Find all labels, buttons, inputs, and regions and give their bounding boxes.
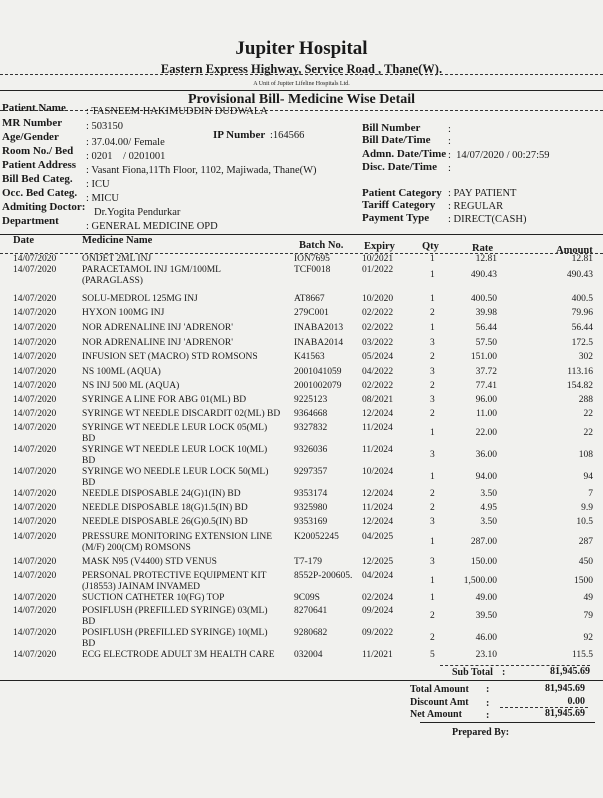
row-medicine: NEEDLE DISPOSABLE 18(G)1.5(IN) BD [82, 503, 248, 513]
row-rate: 46.00 [475, 633, 497, 643]
discharge-label: Disc. Date/Time [362, 161, 437, 173]
row-qty: 2 [430, 489, 435, 499]
row-rate: 94.00 [475, 472, 497, 482]
row-batch: 9353174 [294, 489, 328, 499]
patient-category-label: Patient Category [362, 187, 442, 199]
row-date: 14/07/2020 [13, 489, 57, 499]
row-expiry: 12/2024 [362, 489, 394, 499]
total-amount: 81,945.69 [545, 683, 585, 694]
row-medicine: NS 100ML (AQUA) [82, 367, 161, 377]
row-date: 14/07/2020 [13, 467, 57, 477]
bill-number: : [448, 124, 451, 135]
row-qty: 1 [430, 270, 435, 280]
col-date: Date [13, 235, 34, 246]
row-expiry: 08/2021 [362, 395, 394, 405]
row-rate: 11.00 [475, 409, 497, 419]
row-medicine: NEEDLE DISPOSABLE 26(G)0.5(IN) BD [82, 517, 248, 527]
row-expiry: 10/2020 [362, 294, 394, 304]
row-amount: 108 [578, 450, 593, 460]
row-medicine-line2: BD [82, 617, 96, 627]
occ-bed: : MICU [86, 193, 119, 204]
row-medicine-line2: (PARAGLASS) [82, 276, 143, 286]
row-expiry: 09/2022 [362, 628, 394, 638]
row-qty: 1 [430, 323, 435, 333]
row-amount: 92 [583, 633, 593, 643]
ip-number: :164566 [270, 130, 305, 141]
age-label: Age/Gender [2, 131, 59, 143]
row-amount: 9.9 [581, 503, 593, 513]
row-expiry: 12/2024 [362, 409, 394, 419]
row-date: 14/07/2020 [13, 338, 57, 348]
col-medicine: Medicine Name [82, 235, 153, 246]
row-batch: 9297357 [294, 467, 328, 477]
row-date: 14/07/2020 [13, 571, 57, 581]
row-medicine: HYXON 100MG INJ [82, 308, 165, 318]
row-expiry: 02/2024 [362, 593, 394, 603]
row-expiry: 04/2022 [362, 367, 394, 377]
row-batch: 8552P-200605. [294, 571, 353, 581]
row-qty: 2 [430, 503, 435, 513]
address-label: Patient Address [2, 159, 77, 171]
row-qty: 3 [430, 557, 435, 567]
row-qty: 3 [430, 395, 435, 405]
row-qty: 2 [430, 381, 435, 391]
row-batch: INABA2014 [294, 338, 344, 348]
row-amount: 400.5 [571, 294, 593, 304]
row-medicine: ECG ELECTRODE ADULT 3M HEALTH CARE [82, 650, 275, 660]
row-qty: 1 [430, 472, 435, 482]
patient-category: : PAY PATIENT [448, 188, 517, 199]
doctor-name: Dr.Yogita Pendurkar [94, 207, 181, 218]
discount-amount: 0.00 [567, 696, 585, 707]
row-qty: 2 [430, 409, 435, 419]
subtotal-label: Sub Total [452, 667, 493, 678]
divider [0, 74, 603, 75]
row-expiry: 11/2021 [362, 650, 393, 660]
subtotal-value: 81,945.69 [550, 666, 590, 677]
row-medicine: PERSONAL PROTECTIVE EQUIPMENT KIT [82, 571, 267, 581]
row-qty: 1 [430, 537, 435, 547]
row-rate: 39.50 [475, 611, 497, 621]
admission-date: : 14/07/2020 / 00:27:59 [448, 150, 550, 161]
row-date: 14/07/2020 [13, 265, 57, 275]
row-batch: T7-179 [294, 557, 322, 567]
row-medicine: INFUSION SET (MACRO) STD ROMSONS [82, 352, 258, 362]
row-date: 14/07/2020 [13, 517, 57, 527]
row-date: 14/07/2020 [13, 532, 57, 542]
row-qty: 2 [430, 308, 435, 318]
row-medicine: POSIFLUSH (PREFILLED SYRINGE) 10(ML) [82, 628, 268, 638]
row-expiry: 04/2025 [362, 532, 394, 542]
row-expiry: 01/2022 [362, 265, 394, 275]
row-batch: INABA2013 [294, 323, 344, 333]
row-date: 14/07/2020 [13, 557, 57, 567]
row-amount: 12.81 [571, 254, 593, 264]
row-qty: 1 [430, 593, 435, 603]
payment-type: : DIRECT(CASH) [448, 214, 527, 225]
row-medicine: PARACETAMOL INJ 1GM/100ML [82, 265, 221, 275]
row-batch: 032004 [294, 650, 323, 660]
occ-bed-label: Occ. Bed Categ. [2, 187, 78, 199]
row-date: 14/07/2020 [13, 503, 57, 513]
row-expiry: 05/2024 [362, 352, 394, 362]
row-amount: 288 [578, 395, 593, 405]
row-rate: 96.00 [475, 395, 497, 405]
row-rate: 57.50 [475, 338, 497, 348]
row-amount: 49 [583, 593, 593, 603]
room-bed: : 0201 / 0201001 [86, 151, 166, 162]
row-rate: 1,500.00 [463, 576, 497, 586]
net-amount-label: Net Amount [410, 709, 462, 720]
row-rate: 12.81 [475, 254, 497, 264]
row-date: 14/07/2020 [13, 409, 57, 419]
row-rate: 77.41 [475, 381, 497, 391]
tariff-label: Tariff Category [362, 199, 436, 211]
payment-label: Payment Type [362, 212, 430, 224]
row-medicine: POSIFLUSH (PREFILLED SYRINGE) 03(ML) [82, 606, 268, 616]
col-amount: Amount [556, 245, 593, 256]
col-expiry: Expiry [364, 241, 395, 252]
row-amount: 7 [588, 489, 593, 499]
row-batch: 9326036 [294, 445, 328, 455]
row-amount: 22 [583, 409, 593, 419]
row-amount: 1500 [574, 576, 593, 586]
row-rate: 151.00 [470, 352, 497, 362]
row-qty: 1 [430, 576, 435, 586]
room-label: Room No./ Bed [2, 145, 74, 157]
row-batch: K20052245 [294, 532, 339, 542]
admission-label: Admn. Date/Time [362, 148, 447, 160]
row-batch: 9225123 [294, 395, 328, 405]
net-amount-sep: : [486, 710, 490, 721]
row-amount: 56.44 [571, 323, 593, 333]
row-expiry: 12/2024 [362, 517, 394, 527]
row-amount: 172.5 [571, 338, 593, 348]
row-batch: 9280682 [294, 628, 328, 638]
row-medicine: NOR ADRENALINE INJ 'ADRENOR' [82, 338, 233, 348]
row-medicine: SYRINGE WO NEEDLE LEUR LOCK 50(ML) [82, 467, 269, 477]
row-amount: 10.5 [576, 517, 593, 527]
row-medicine: MASK N95 (V4400) STD VENUS [82, 557, 217, 567]
row-amount: 79 [583, 611, 593, 621]
mr-label: MR Number [2, 117, 63, 129]
hospital-name: Jupiter Hospital [235, 38, 368, 59]
row-qty: 3 [430, 450, 435, 460]
row-rate: 56.44 [475, 323, 497, 333]
row-expiry: 09/2024 [362, 606, 394, 616]
row-rate: 3.50 [480, 517, 497, 527]
row-expiry: 02/2022 [362, 308, 394, 318]
row-batch: 9364668 [294, 409, 328, 419]
col-qty: Qty [422, 241, 439, 252]
row-rate: 4.95 [480, 503, 497, 513]
row-batch: 9327832 [294, 423, 328, 433]
discount-sep: : [486, 698, 490, 709]
doctor-label: Admiting Doctor: [2, 201, 86, 213]
row-amount: 287 [578, 537, 593, 547]
row-qty: 3 [430, 338, 435, 348]
row-rate: 400.50 [470, 294, 497, 304]
tariff-category: : REGULAR [448, 201, 504, 212]
total-amount-label: Total Amount [410, 684, 469, 695]
row-amount: 115.5 [571, 650, 593, 660]
subtotal-sep: : [502, 667, 506, 678]
row-date: 14/07/2020 [13, 352, 57, 362]
department: : GENERAL MEDICINE OPD [86, 221, 218, 232]
row-date: 14/07/2020 [13, 606, 57, 616]
row-expiry: 10/2021 [362, 254, 394, 264]
row-date: 14/07/2020 [13, 423, 57, 433]
row-date: 14/07/2020 [13, 254, 57, 264]
row-medicine: PRESSURE MONITORING EXTENSION LINE [82, 532, 273, 542]
row-rate: 36.00 [475, 450, 497, 460]
bill-bed: : ICU [86, 179, 110, 190]
row-batch: TCF0018 [294, 265, 331, 275]
patient-name-label: Patient Name [2, 102, 66, 114]
row-rate: 3.50 [480, 489, 497, 499]
row-date: 14/07/2020 [13, 650, 57, 660]
row-date: 14/07/2020 [13, 323, 57, 333]
row-expiry: 12/2025 [362, 557, 394, 567]
row-amount: 450 [578, 557, 593, 567]
department-label: Department [2, 215, 59, 227]
row-rate: 150.00 [470, 557, 497, 567]
row-qty: 2 [430, 611, 435, 621]
row-medicine: SOLU-MEDROL 125MG INJ [82, 294, 198, 304]
bill-bed-label: Bill Bed Categ. [2, 173, 73, 185]
row-batch: 2001041059 [294, 367, 342, 377]
divider [0, 90, 603, 91]
col-rate: Rate [472, 243, 493, 254]
row-qty: 1 [430, 254, 435, 264]
patient-name: : TASNEEM HAKIMUDDIN DUDWALA [86, 106, 268, 117]
row-medicine: SYRINGE A LINE FOR ABG 01(ML) BD [82, 395, 247, 405]
row-medicine: SUCTION CATHETER 10(FG) TOP [82, 593, 225, 603]
discharge-date: : [448, 163, 451, 174]
row-medicine-line2: BD [82, 639, 96, 649]
row-qty: 1 [430, 428, 435, 438]
row-amount: 79.96 [571, 308, 593, 318]
row-amount: 154.82 [566, 381, 593, 391]
row-qty: 2 [430, 633, 435, 643]
patient-address: : Vasant Fiona,11Th Floor, 1102, Majiwada, Thane(W) [86, 165, 317, 176]
row-rate: 287.00 [470, 537, 497, 547]
row-batch: 9C09S [294, 593, 320, 603]
row-date: 14/07/2020 [13, 308, 57, 318]
row-date: 14/07/2020 [13, 395, 57, 405]
ip-label: IP Number [213, 129, 266, 141]
row-amount: 490.43 [566, 270, 593, 280]
row-qty: 3 [430, 367, 435, 377]
row-batch: 279C001 [294, 308, 329, 318]
row-medicine: ONDET 2ML INJ [82, 254, 152, 264]
row-date: 14/07/2020 [13, 367, 57, 377]
row-amount: 94 [583, 472, 593, 482]
row-rate: 490.43 [470, 270, 497, 280]
row-rate: 23.10 [475, 650, 497, 660]
row-medicine-line2: BD [82, 434, 96, 444]
row-qty: 1 [430, 294, 435, 304]
row-medicine-line2: (J18553) JAINAM INVAMED [82, 582, 201, 592]
row-batch: 9353169 [294, 517, 328, 527]
net-amount: 81,945.69 [545, 708, 585, 719]
row-date: 14/07/2020 [13, 294, 57, 304]
row-batch: 2001002079 [294, 381, 342, 391]
row-expiry: 03/2022 [362, 338, 394, 348]
row-date: 14/07/2020 [13, 445, 57, 455]
row-expiry: 02/2022 [362, 381, 394, 391]
row-rate: 49.00 [475, 593, 497, 603]
row-expiry: 04/2024 [362, 571, 394, 581]
row-amount: 302 [578, 352, 593, 362]
row-qty: 2 [430, 352, 435, 362]
row-medicine-line2: BD [82, 456, 96, 466]
row-batch: K41563 [294, 352, 325, 362]
col-batch: Batch No. [299, 240, 344, 251]
row-rate: 37.72 [475, 367, 497, 377]
row-date: 14/07/2020 [13, 381, 57, 391]
row-rate: 22.00 [475, 428, 497, 438]
bill-date-label: Bill Date/Time [362, 134, 431, 146]
row-medicine-line2: BD [82, 478, 96, 488]
row-medicine: NOR ADRENALINE INJ 'ADRENOR' [82, 323, 233, 333]
row-expiry: 11/2024 [362, 445, 393, 455]
bill-date: : [448, 136, 451, 147]
hospital-address: Eastern Express Highway, Service Road , Thane(W). [160, 62, 443, 76]
divider [0, 680, 603, 681]
row-qty: 5 [430, 650, 435, 660]
row-amount: 22 [583, 428, 593, 438]
row-medicine-line2: (M/F) 200(CM) ROMSONS [82, 543, 191, 553]
divider [420, 722, 595, 723]
total-amount-sep: : [486, 684, 490, 695]
mr-number: : 503150 [86, 121, 124, 132]
prepared-by: Prepared By: [452, 727, 510, 738]
row-batch: AT8667 [294, 294, 325, 304]
bill-number-label: Bill Number [362, 122, 421, 134]
row-expiry: 10/2024 [362, 467, 394, 477]
row-batch: ION7695 [294, 254, 330, 264]
bill-title: Provisional Bill- Medicine Wise Detail [187, 92, 416, 107]
row-rate: 39.98 [475, 308, 497, 318]
row-medicine: SYRINGE WT NEEDLE LEUR LOCK 10(ML) [82, 445, 268, 455]
row-medicine: NS INJ 500 ML (AQUA) [82, 381, 180, 391]
row-date: 14/07/2020 [13, 628, 57, 638]
row-batch: 9325980 [294, 503, 328, 513]
age-gender: : 37.04.00/ Female [86, 137, 165, 148]
row-batch: 8270641 [294, 606, 328, 616]
row-qty: 3 [430, 517, 435, 527]
row-date: 14/07/2020 [13, 593, 57, 603]
row-expiry: 11/2024 [362, 423, 393, 433]
row-medicine: SYRINGE WT NEEDLE LEUR LOCK 05(ML) [82, 423, 268, 433]
row-amount: 113.16 [567, 367, 593, 377]
row-medicine: NEEDLE DISPOSABLE 24(G)1(IN) BD [82, 489, 241, 499]
row-expiry: 02/2022 [362, 323, 394, 333]
row-medicine: SYRINGE WT NEEDLE DISCARDIT 02(ML) BD [82, 409, 281, 419]
row-expiry: 11/2024 [362, 503, 393, 513]
discount-label: Discount Amt [410, 697, 469, 708]
unit-note: A Unit of Jupiter Lifeline Hospitals Ltd. [253, 81, 350, 87]
